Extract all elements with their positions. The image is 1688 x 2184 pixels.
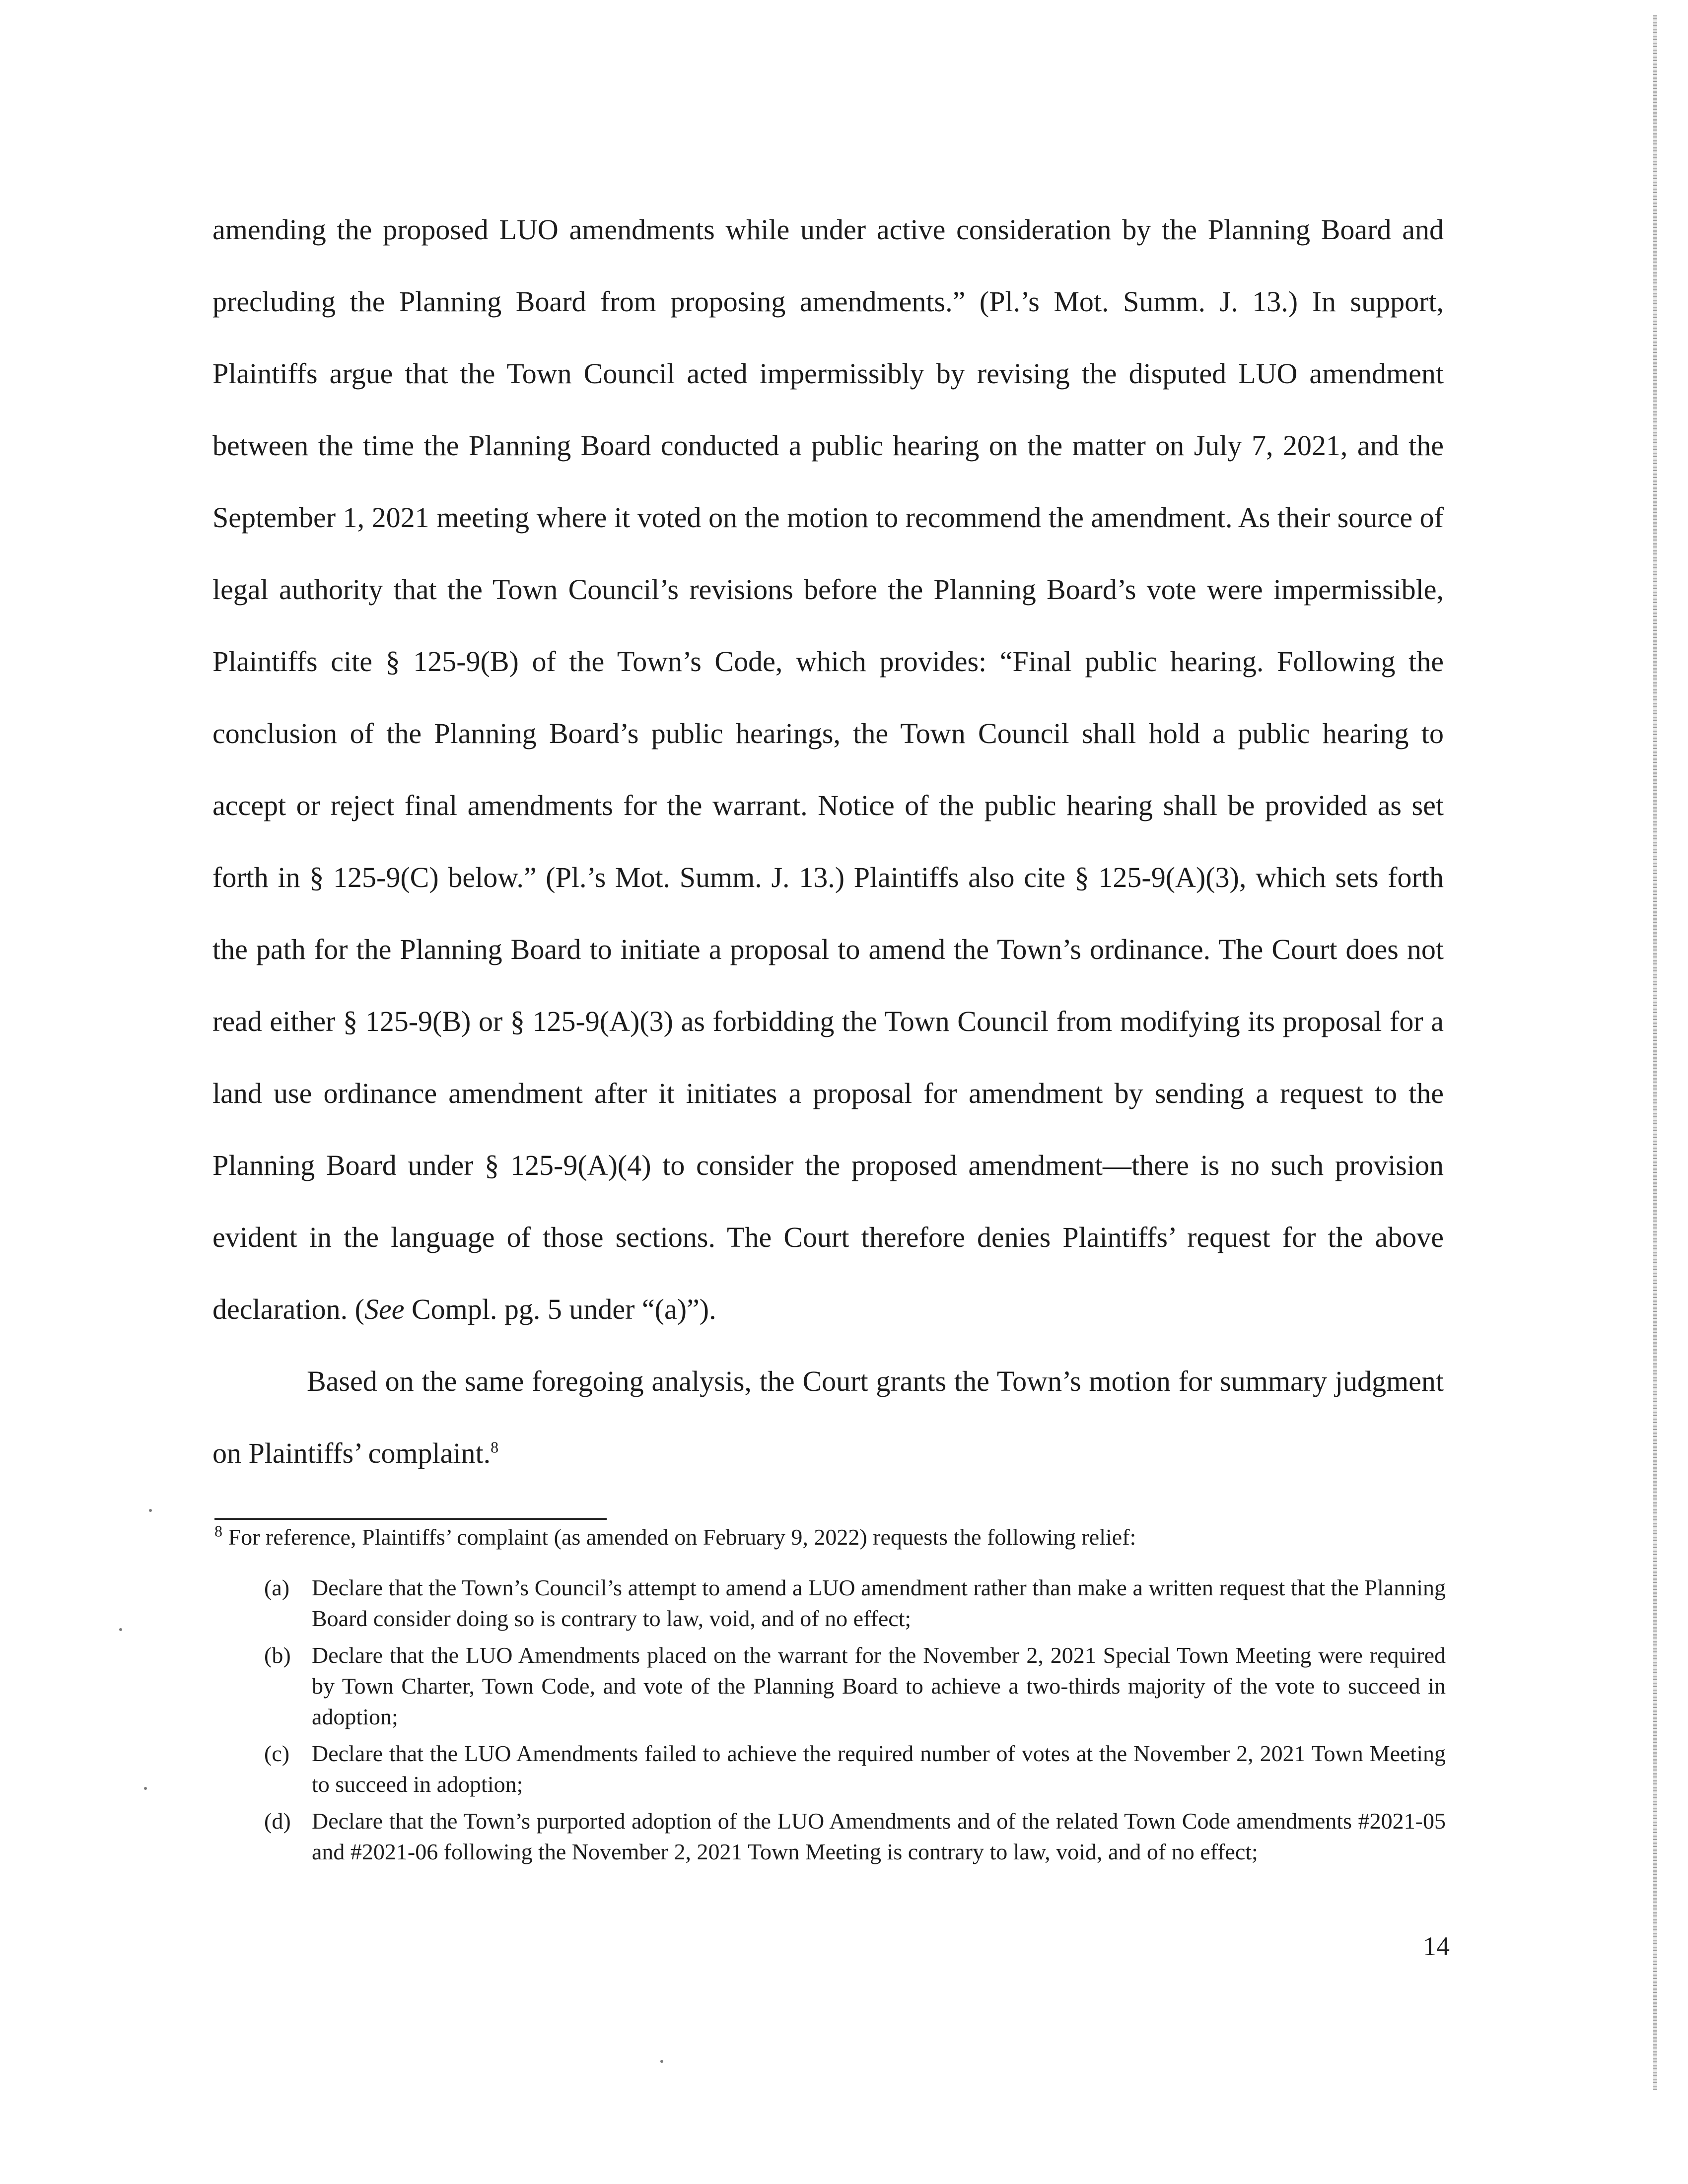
footnote-divider xyxy=(214,1518,607,1520)
list-item-text: Declare that the Town’s Council’s attempt to amend a LUO amendment rather than make a written request that the Planning Board consider doing so is contrary to law, void, and of no effect; xyxy=(312,1575,1446,1631)
relief-list xyxy=(214,1572,1446,1867)
footnote-number: 8 xyxy=(214,1522,222,1540)
list-item-letter: (a) xyxy=(264,1575,290,1600)
list-item-letter: (c) xyxy=(264,1741,290,1766)
scan-speck xyxy=(149,1509,152,1512)
scan-speck xyxy=(144,1787,147,1790)
scan-speck xyxy=(660,2060,663,2063)
list-item-text: Declare that the LUO Amendments placed on the warrant for the November 2, 2021 Special Town Meeting were required by Town Charter, Town Code, and vote of the Planning Board to achieve a two-thirds majority of the vote to succeed in adoption; xyxy=(312,1642,1446,1729)
list-item xyxy=(264,1640,1446,1732)
body-paragraph-citation-end: Compl. pg. 5 under “(a)”). xyxy=(404,1293,716,1325)
list-item-text: Declare that the LUO Amendments failed to achieve the required number of votes at the November 2, 2021 Town Meeting to succeed in adoption; xyxy=(312,1741,1446,1797)
footnote-reference[interactable]: 8 xyxy=(491,1438,499,1456)
footnote-intro-text: For reference, Plaintiffs’ complaint (as amended on February 9, 2022) requests the following relief: xyxy=(222,1524,1136,1550)
see-signal: See xyxy=(364,1293,405,1325)
list-item xyxy=(264,1738,1446,1800)
list-item-letter: (b) xyxy=(264,1642,291,1668)
list-item-letter: (d) xyxy=(264,1808,291,1834)
list-item-text: Declare that the Town’s purported adoption of the LUO Amendments and of the related Town Code amendments #2021-05 and #2021-06 following the November 2, 2021 Town Meeting is contrary to law, void, and of no effect; xyxy=(312,1808,1446,1864)
body-paragraph xyxy=(212,1345,1444,1489)
scan-edge-artifact xyxy=(1653,15,1657,2090)
list-item xyxy=(264,1806,1446,1867)
body-paragraph xyxy=(212,194,1444,1345)
page-number: 14 xyxy=(1423,1931,1450,1961)
body-text xyxy=(212,194,1444,1489)
scan-speck xyxy=(119,1628,122,1631)
list-item xyxy=(264,1572,1446,1634)
body-paragraph-text: amending the proposed LUO amendments while under active consideration by the Planning Board and precluding the Planning Board from proposing amendments.” (Pl.’s Mot. Summ. J. 13.) In support, Plaintiffs argue that the Town Council acted impermissibly by revising the disputed LUO amendment between the time the Planning Board conducted a public hearing on the matter on July 7, 2021, and the September 1, 2021 meeting where it voted on the motion to recommend the amendment. As their source of legal authority that the Town Council’s revisions before the Planning Board’s vote were impermissible, Plaintiffs cite § 125-9(B) of the Town’s Code, which provides: “Final public hearing. Following the conclusion of the Planning Board’s public hearings, the Town Council shall hold a public hearing to accept or reject final amendments for the warrant. Notice of the public hearing shall be provided as set forth in § 125-9(C) below.” (Pl.’s Mot. Summ. J. 13.) Plaintiffs also cite § 125-9(A)(3), which sets forth the path for the Planning Board to initiate a proposal to amend the Town’s ordinance. The Court does not read either § 125-9(B) or § 125-9(A)(3) as forbidding the Town Council from modifying its proposal for a land use ordinance amendment after it initiates a proposal for amendment by sending a request to the Planning Board under § 125-9(A)(4) to consider the proposed amendment—there is no such provision evident in the language of those sections. The Court therefore denies Plaintiffs’ request for the above declaration. ( xyxy=(212,213,1444,1325)
footnote xyxy=(214,1522,1446,1873)
body-paragraph-text: Based on the same foregoing analysis, the Court grants the Town’s motion for summary judgment on Plaintiffs’ complaint. xyxy=(212,1365,1444,1469)
footnote-intro xyxy=(214,1522,1446,1553)
